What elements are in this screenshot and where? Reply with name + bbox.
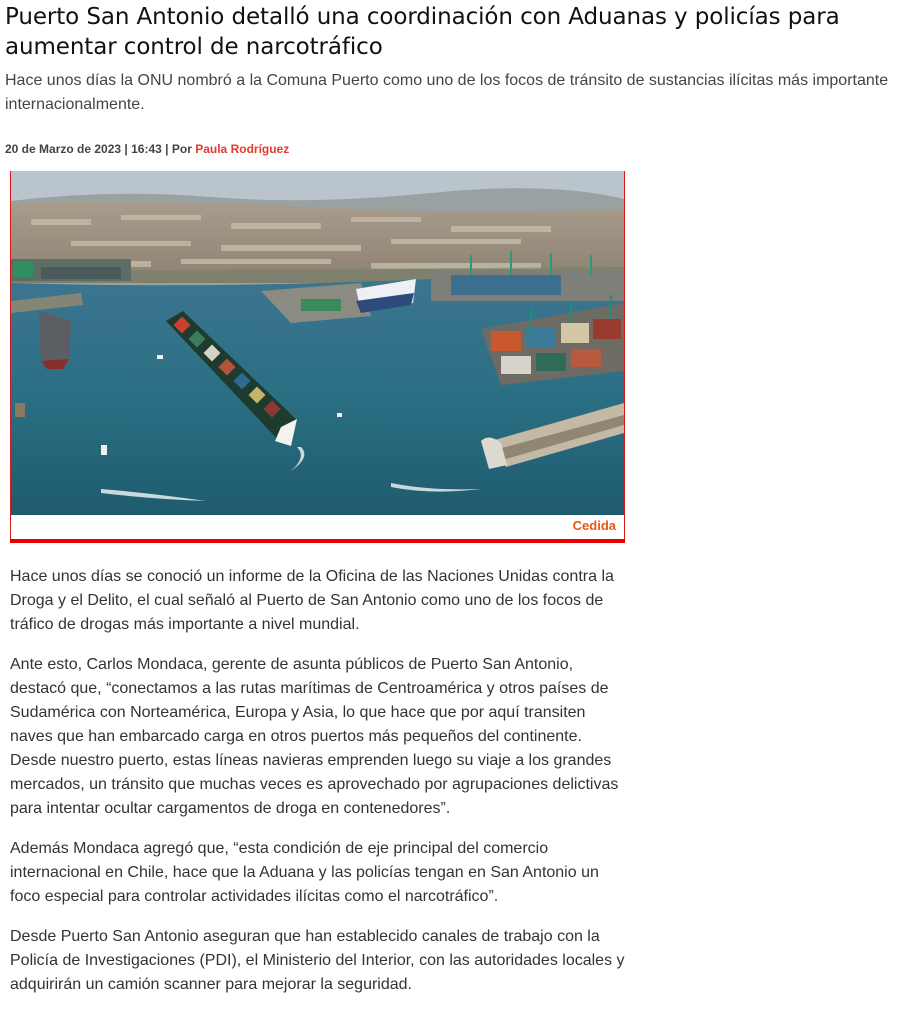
publish-time: 16:43 (131, 142, 162, 156)
body-paragraph: Desde Puerto San Antonio aseguran que han establecido canales de trabajo con la Policía de Investigaciones (PDI), el Ministerio del Interior, con las autoridades locales y adquirirán un camión scanner para mejorar la seguridad. (10, 928, 625, 993)
body-paragraph: Ante esto, Carlos Mondaca, gerente de asunta públicos de Puerto San Antonio, destacó que, “conectamos a las rutas marítimas de Centroamérica y otros países de Sudamérica con Norteamérica, Europa y Asia, lo que hace que por aquí transiten naves que han embarcado carga en otros puertos más pequeños del continente. Desde nuestro puerto, estas líneas navieras emprenden luego su viaje a los grandes mercados, un tránsito que muchas veces es aprovechado por agrupaciones delictivas para intentar ocultar cargamentos de droga en contenedores”. (10, 656, 619, 817)
body-paragraph: Además Mondaca agregó que, “esta condición de eje principal del comercio internacional en Chile, hace que la Aduana y las policías tengan en San Antonio un foco especial para controlar actividades ilícitas como el narcotráfico”. (10, 840, 599, 905)
port-aerial-photo (11, 171, 624, 515)
article-subtitle: Hace unos días la ONU nombró a la Comuna Puerto como uno de los focos de tránsito de sustancias ilícitas más importante internacionalmente. (5, 72, 889, 113)
figure-bottom-rule (10, 539, 625, 543)
article-figure (10, 171, 625, 543)
article-title: Puerto San Antonio detalló una coordinación con Aduanas y policías para aumentar control de narcotráfico (5, 4, 840, 60)
byline (5, 142, 289, 156)
article-body (10, 565, 630, 1013)
byline-separator: | (124, 142, 132, 156)
byline-separator: | (165, 142, 172, 156)
image-caption-bar (11, 515, 624, 539)
publish-date: 20 de Marzo de 2023 (5, 142, 122, 156)
body-paragraph: Hace unos días se conoció un informe de la Oficina de las Naciones Unidas contra la Droga y el Delito, el cual señaló al Puerto de San Antonio como uno de los focos de tráfico de drogas más importante a nivel mundial. (10, 568, 614, 633)
image-credit: Cedida (572, 518, 616, 533)
author-link[interactable]: Paula Rodríguez (195, 142, 290, 156)
by-label: Por (171, 142, 192, 156)
